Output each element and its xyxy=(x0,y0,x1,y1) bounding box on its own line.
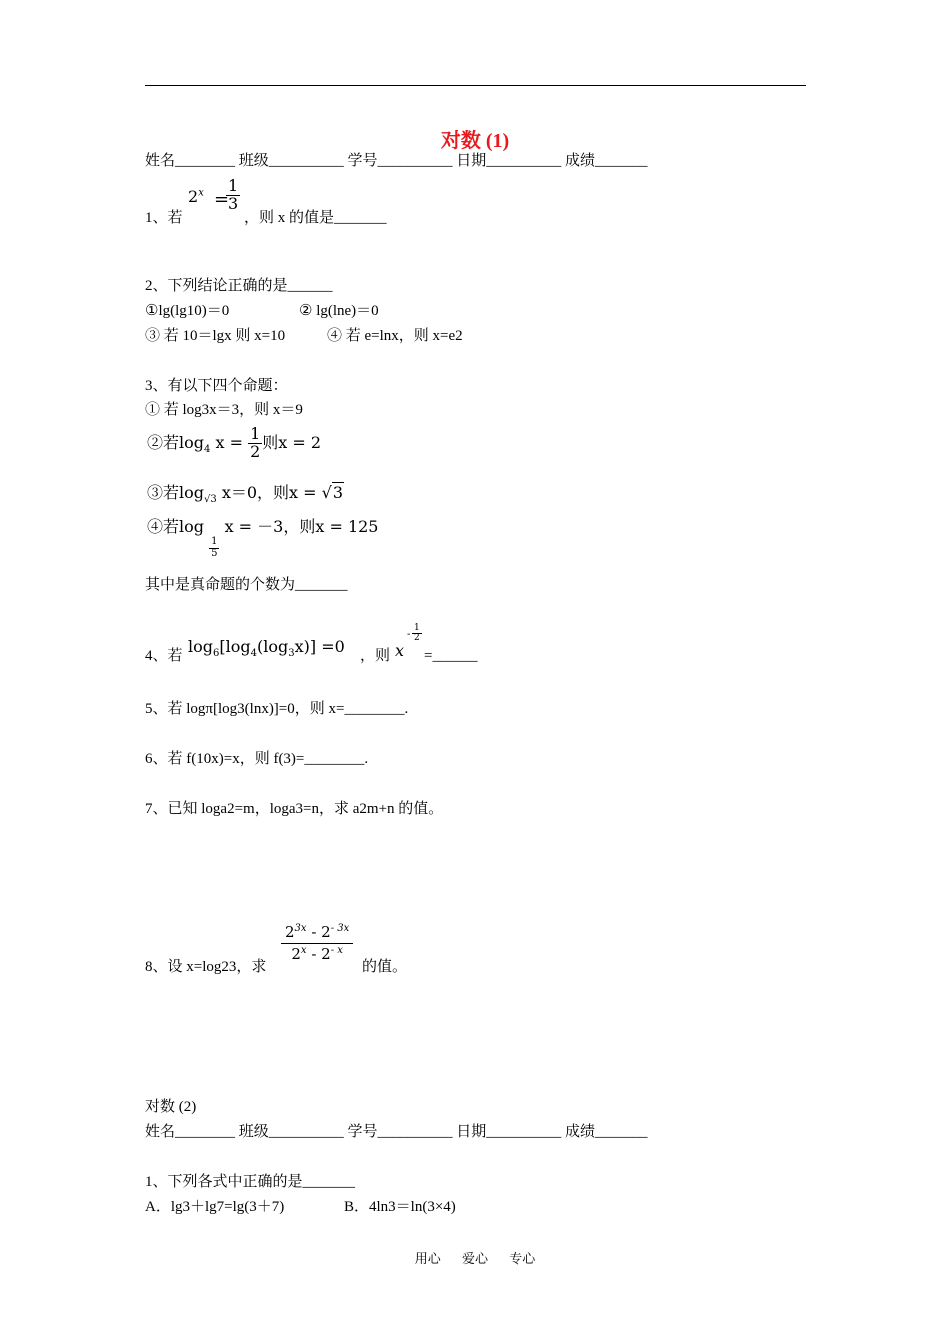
q8-num-a-exp: 3x xyxy=(294,923,307,934)
q3-p2-text-a: ②若log xyxy=(147,432,204,452)
q1-denominator: 3 xyxy=(228,193,239,213)
q3-p4-subscript-fraction xyxy=(209,537,219,559)
q2-option-3: ③ 若 10＝lgx 则 x=10 xyxy=(145,328,286,344)
q3-p4-text-b: x = －3，则x = 125 xyxy=(224,517,379,536)
q8-num-a: 2 xyxy=(285,923,295,941)
q1-numerator: 1 xyxy=(228,176,239,195)
student-info-row: 姓名________ 班级__________ 学号__________ 日期__________ 成绩_______ xyxy=(145,153,648,169)
question-8-prefix: 8、设 x=log23，求 xyxy=(145,959,267,975)
q3-p3-text-a: ③若log xyxy=(147,483,204,502)
q8-numerator xyxy=(281,924,353,944)
q2-option-4: ④ 若 e=lnx，则 x=e2 xyxy=(327,328,463,344)
q4-mid-text: ，则 xyxy=(360,648,391,664)
q4-exponent-fraction xyxy=(412,624,422,644)
question-2-stem: 2、下列结论正确的是______ xyxy=(145,278,333,294)
q4-x: x xyxy=(395,641,405,660)
q8-num-b: 2 xyxy=(321,923,331,941)
question-1-suffix: ，则 x 的值是_______ xyxy=(244,210,387,226)
q8-den-a-exp: x xyxy=(300,944,307,956)
q4-suffix: =______ xyxy=(424,648,478,664)
page-footer: 用心 爱心 专心 xyxy=(414,1251,536,1266)
q3-proposition-3 xyxy=(147,480,344,505)
question-1-prefix: 1、若 xyxy=(145,210,183,226)
question-6: 6、若 f(10x)=x，则 f(3)=________. xyxy=(145,751,369,767)
q4-exponent-denominator: 2 xyxy=(414,633,420,644)
q3-p4-sub-numerator: 1 xyxy=(211,536,218,547)
section-2-title: 对数 (2) xyxy=(145,1099,197,1115)
q2-option-1: ①lg(lg10)＝0 xyxy=(145,303,230,319)
q4-log-c: (log xyxy=(256,637,289,656)
q3-p3-subscript: √3 xyxy=(204,494,217,506)
q8-num-op: - xyxy=(306,923,322,941)
question-3-stem: 3、有以下四个命题： xyxy=(145,378,288,394)
q2-option-2: ② lg(lne)＝0 xyxy=(299,303,379,319)
q3-p4-text-a: ④若log xyxy=(147,517,204,536)
question-5: 5、若 logπ[log3(lnx)]=0，则 x=________. xyxy=(145,701,409,717)
q1-equation xyxy=(188,187,204,206)
q3-p2-text-c: 则x = 2 xyxy=(262,432,322,452)
q8-den-a: 2 xyxy=(291,944,301,963)
q3-p2-numerator: 1 xyxy=(250,424,261,443)
q4-sub-4: 4 xyxy=(250,648,257,660)
q8-suffix: 的值。 xyxy=(362,959,408,975)
q3-conclusion: 其中是真命题的个数为_______ xyxy=(145,577,348,593)
q1-equals: = xyxy=(214,189,230,210)
q3-p3-root-symbol: √ xyxy=(321,483,332,502)
s2-question-1-stem: 1、下列各式中正确的是_______ xyxy=(145,1174,356,1190)
s2-q1-option-a: A．lg3＋lg7=lg(3＋7) xyxy=(145,1199,285,1215)
q4-sub-3: 3 xyxy=(288,648,295,660)
q4-log-b: [log xyxy=(219,637,251,656)
q1-fraction xyxy=(226,178,240,213)
q4-equation xyxy=(188,637,345,659)
q4-exponent-numerator: 1 xyxy=(414,623,420,633)
question-4-prefix: 4、若 xyxy=(145,648,183,664)
q3-p2-text-b: x = xyxy=(215,432,243,452)
q4-sub-6: 6 xyxy=(213,648,220,660)
q3-proposition-4 xyxy=(147,514,379,559)
q3-p3-text-b: x＝0，则x = xyxy=(221,483,317,502)
s2-q1-option-b: B．4ln3＝ln(3×4) xyxy=(344,1199,456,1215)
header-rule xyxy=(145,85,806,86)
q4-exponent-sign: - xyxy=(407,629,411,640)
question-7: 7、已知 loga2=m，loga3=n，求 a2m+n 的值。 xyxy=(145,801,444,817)
q8-fraction xyxy=(281,924,353,963)
q3-p4-sub-denominator: 5 xyxy=(211,547,218,559)
q4-log-a: log xyxy=(188,637,213,656)
page-title: 对数 (1) xyxy=(440,130,510,152)
q8-denominator xyxy=(287,944,347,963)
q4-log-d: x)] =0 xyxy=(294,637,345,656)
q3-p2-subscript: 4 xyxy=(204,443,211,455)
q3-p2-fraction xyxy=(248,426,262,461)
q3-proposition-1: ① 若 log3x＝3，则 x＝9 xyxy=(145,402,303,418)
q3-p3-radicand: 3 xyxy=(332,483,344,502)
q3-p2-denominator: 2 xyxy=(250,441,261,461)
q8-den-b-exp: - x xyxy=(330,944,343,956)
q8-den-op: - xyxy=(306,944,322,963)
q3-proposition-2 xyxy=(147,426,321,461)
q1-base: 2 xyxy=(188,187,199,206)
q1-exponent: x xyxy=(198,187,204,199)
q8-num-b-exp: - 3x xyxy=(330,923,350,934)
student-info-row-2: 姓名________ 班级__________ 学号__________ 日期__________ 成绩_______ xyxy=(145,1124,648,1140)
q8-den-b: 2 xyxy=(321,944,331,963)
